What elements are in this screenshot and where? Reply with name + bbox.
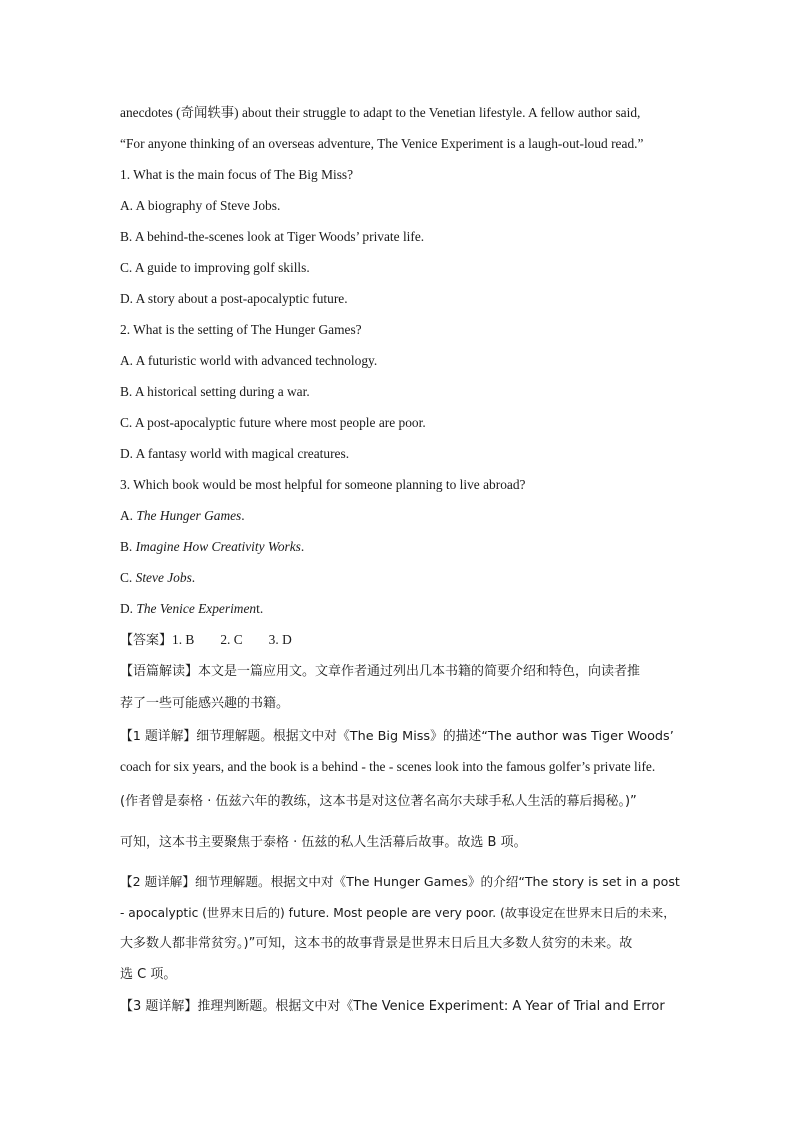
answer-2: 2. C [220, 632, 243, 647]
q2-explain-line-3: 大多数人都非常贫穷。)”可知，这本书的故事背景是世界末日后且大多数人贫穷的未来。故 [120, 936, 633, 951]
answer-3: 3. D [268, 632, 292, 647]
q2-label: 【2 题详解】 [120, 874, 195, 889]
q3-text: 推理判断题。根据文中对《The Venice Experiment: A Year of Trial and Error [197, 999, 665, 1014]
question-1-option-b: B. A behind-the-scenes look at Tiger Woods’ private life. [120, 229, 425, 244]
book-title: Steve Jobs [135, 570, 192, 585]
question-2-stem: 2. What is the setting of The Hunger Games? [120, 322, 362, 337]
option-end: . [241, 508, 245, 523]
question-2-option-c: C. A post-apocalyptic future where most people are poor. [120, 415, 426, 430]
question-2-option-b: B. A historical setting during a war. [120, 384, 310, 399]
answer-1: 1. B [172, 632, 195, 647]
q1-explain-line-2: coach for six years, and the book is a behind - the - scenes look into the famous golfer’s private life. [120, 759, 656, 774]
question-2-option-a: A. A futuristic world with advanced technology. [120, 353, 378, 368]
q1-label: 【1 题详解】 [120, 729, 197, 744]
passage-line-1: anecdotes (奇闻轶事) about their struggle to adapt to the Venetian lifestyle. A fellow author said, [120, 105, 641, 120]
option-letter: A. [120, 508, 134, 523]
option-end: . [191, 570, 196, 585]
question-1-option-a: A. A biography of Steve Jobs. [120, 198, 281, 213]
q1-explain-line-4: 可知，这本书主要聚焦于泰格 · 伍兹的私人生活幕后故事。故选 B 项。 [120, 835, 527, 850]
overview-text: 本文是一篇应用文。文章作者通过列出几本书籍的简要介绍和特色，向读者推 [198, 664, 641, 679]
overview-line-1 [120, 662, 680, 682]
q1-text: 细节理解题。根据文中对《The Big Miss》的描述“The author was Tiger Woods’ [196, 729, 674, 744]
question-1-stem: 1. What is the main focus of The Big Miss? [120, 167, 354, 182]
answer-line [120, 630, 680, 651]
q1-explain-line-1 [120, 726, 680, 747]
question-3-option-a [120, 506, 680, 526]
q2-explain-line-2: - apocalyptic (世界末日后的) future. Most people are very poor. (故事设定在世界末日后的未来， [120, 906, 676, 920]
option-letter: C. [120, 570, 133, 585]
book-title: The Venice Experimen [136, 601, 257, 616]
option-letter: B. [120, 539, 133, 554]
q2-text: 细节理解题。根据文中对《The Hunger Games》的介绍“The story is set in a post [195, 874, 680, 889]
q3-explain-line-1 [120, 996, 680, 1017]
question-3-option-d [120, 599, 680, 619]
overview-label: 【语篇解读】 [120, 664, 199, 679]
question-1-option-d: D. A story about a post-apocalyptic future. [120, 291, 348, 306]
option-end: t. [256, 601, 264, 616]
passage-line-2: “For anyone thinking of an overseas adventure, The Venice Experiment is a laugh-out-loud read.” [120, 136, 644, 151]
book-title: Imagine How Creativity Works [135, 539, 301, 554]
option-letter: D. [120, 601, 134, 616]
question-3-option-c [120, 568, 680, 588]
question-3-stem: 3. Which book would be most helpful for someone planning to live abroad? [120, 477, 526, 492]
answer-label: 【答案】 [120, 633, 173, 648]
question-2-option-d: D. A fantasy world with magical creatures. [120, 446, 350, 461]
q1-explain-line-3: (作者曾是泰格 · 伍兹六年的教练，这本书是对这位著名高尔夫球手私人生活的幕后揭秘。)” [120, 794, 637, 809]
overview-line-2: 荐了一些可能感兴趣的书籍。 [120, 696, 290, 711]
option-end: . [300, 539, 305, 554]
question-3-option-b [120, 537, 680, 557]
book-title: The Hunger Games [136, 508, 242, 523]
question-1-option-c: C. A guide to improving golf skills. [120, 260, 310, 275]
q3-label: 【3 题详解】 [120, 999, 198, 1014]
q2-explain-line-4: 选 C 项。 [120, 967, 177, 982]
q2-explain-line-1 [120, 872, 680, 892]
